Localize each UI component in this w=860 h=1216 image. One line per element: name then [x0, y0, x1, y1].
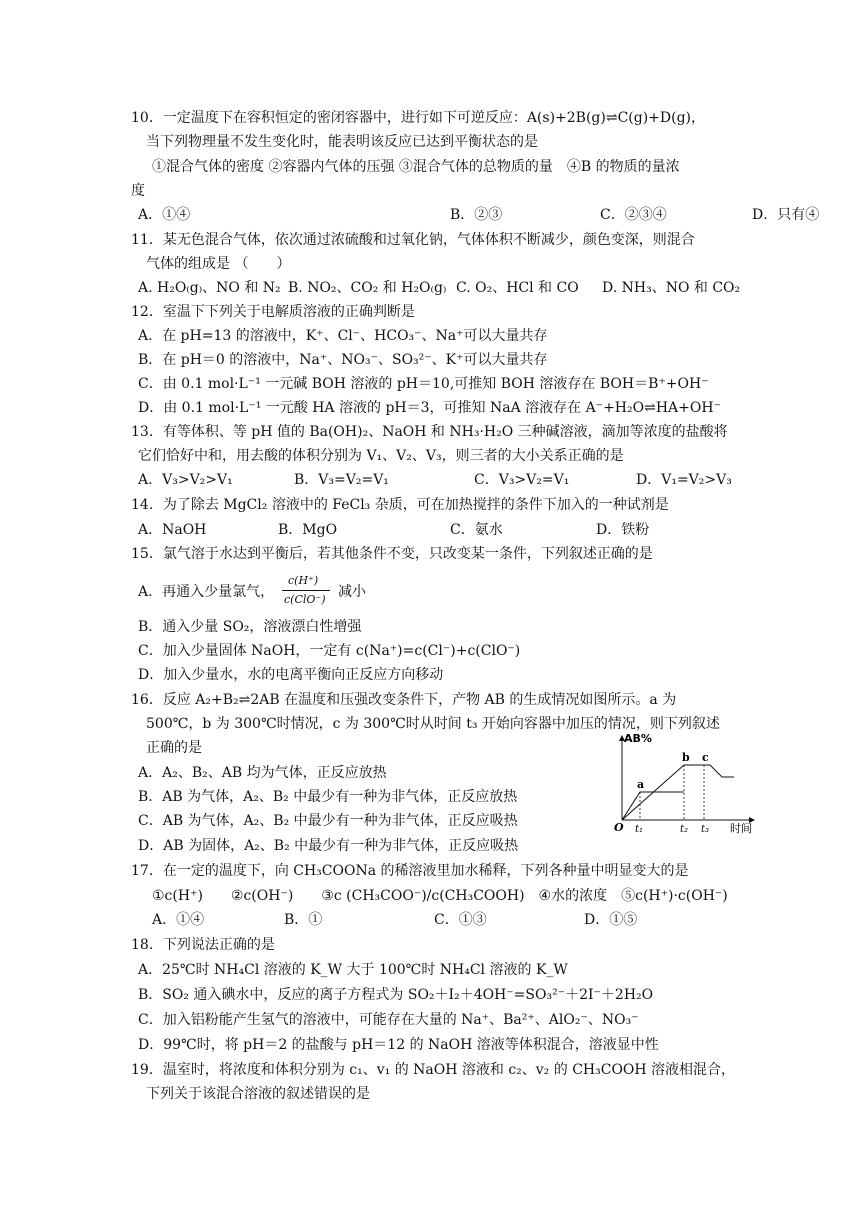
q10-stem-line2: 当下列物理量不发生变化时，能表明该反应已达到平衡状态的是 [146, 134, 538, 150]
q12-option-d: D．由 0.1 mol·L⁻¹ 一元酸 HA 溶液的 pH＝3，可推知 NaA 溶液存在 A⁻+H₂O⇌HA+OH⁻ [138, 400, 721, 416]
q10-option-c: C．②③④ [600, 207, 667, 223]
q16-option-c: C．AB 为气体，A₂、B₂ 中最少有一种为非气体，正反应吸热 [138, 813, 518, 829]
q14-options [138, 520, 838, 540]
q11-options [138, 278, 838, 298]
q14-stem: 14．为了除去 MgCl₂ 溶液中的 FeCl₃ 杂质，可在加热搅拌的条件下加入的一种试剂是 [131, 497, 669, 513]
q14-option-b: B．MgO [278, 522, 338, 538]
q10-stem-line1: 10．一定温度下在容积恒定的密闭容器中，进行如下可逆反应：A(s)+2B(g)⇌C(g)+D(g)， [131, 110, 706, 126]
graph-x-label: 时间 [730, 822, 752, 835]
graph-tick-t1: t₁ [635, 824, 644, 835]
q10-option-d: D．只有④ [752, 207, 820, 223]
q18-stem: 18．下列说法正确的是 [131, 937, 275, 953]
q16-option-b: B．AB 为气体，A₂、B₂ 中最少有一种为非气体，正反应放热 [138, 789, 518, 805]
q16-stem-line1: 16．反应 A₂+B₂⇌2AB 在温度和压强改变条件下，产物 AB 的生成情况如图所示。a 为 [131, 692, 677, 708]
graph-curve-c [704, 765, 734, 777]
q12-option-a: A．在 pH=13 的溶液中，K⁺、Cl⁻、HCO₃⁻、Na⁺可以大量共存 [138, 328, 548, 344]
q15-option-d: D．加入少量水，水的电离平衡向正反应方向移动 [138, 667, 444, 683]
q10-options [138, 205, 838, 225]
q10-option-a: A．①④ [138, 207, 191, 223]
q19-stem-line1: 19．温室时，将浓度和体积分别为 c₁、v₁ 的 NaOH 溶液和 c₂、v₂ 的 CH₃COOH 溶液相混合， [131, 1062, 736, 1078]
q15-stem: 15．氯气溶于水达到平衡后，若其他条件不变，只改变某一条件，下列叙述正确的是 [131, 546, 653, 562]
q15-option-b: B．通入少量 SO₂，溶液漂白性增强 [138, 619, 362, 635]
graph-tick-t2: t₂ [680, 824, 689, 835]
q11-option-d: D. NH₃、NO 和 CO₂ [602, 280, 741, 296]
q17-stem: 17．在一定的温度下，向 CH₃COONa 的稀溶液里加水稀释，下列各种量中明显变大的是 [131, 863, 689, 879]
q16-option-d: D．AB 为固体，A₂、B₂ 中最少有一种为非气体，正反应吸热 [138, 838, 519, 854]
q11-stem-line2: 气体的组成是 （ ） [146, 256, 291, 272]
q11-stem-line1: 11．某无色混合气体，依次通过浓硫酸和过氧化钠，气体体积不断减少，颜色变深，则混合 [131, 232, 695, 248]
q17-option-c: C．①③ [434, 912, 487, 928]
q13-option-c: C．V₃>V₂=V₁ [474, 472, 570, 488]
q16-option-a: A．A₂、B₂、AB 均为气体，正反应放热 [138, 765, 387, 781]
q15-option-a-prefix: A．再通入少量氯气， [138, 584, 275, 600]
q10-items-line2: 度 [131, 183, 145, 199]
q15-fraction-denominator: c(ClO⁻) [284, 593, 326, 606]
q14-option-c: C．氨水 [450, 522, 503, 538]
graph-tick-t3: t₃ [701, 824, 710, 835]
q14-option-d: D．铁粉 [596, 522, 650, 538]
graph-y-label: AB% [624, 732, 652, 745]
q16-stem-line3: 正确的是 [146, 740, 202, 756]
q17-option-b: B．① [284, 912, 323, 928]
q12-option-c: C．由 0.1 mol·L⁻¹ 一元碱 BOH 溶液的 pH＝10,可推知 BOH 溶液存在 BOH＝B⁺+OH⁻ [138, 376, 709, 392]
fraction-bar [282, 590, 330, 591]
q12-stem: 12．室温下下列关于电解质溶液的正确判断是 [131, 304, 415, 320]
graph-curve-a [622, 792, 684, 820]
q15-option-a-suffix: 减小 [338, 584, 366, 600]
graph-label-b: b [682, 751, 690, 764]
q17-option-a: A．①④ [152, 912, 205, 928]
q18-option-d: D．99℃时，将 pH＝2 的盐酸与 pH＝12 的 NaOH 溶液等体积混合，溶液显中性 [138, 1037, 659, 1053]
q15-fraction-numerator: c(H⁺) [288, 574, 319, 587]
q17-options [152, 910, 852, 930]
q18-option-a: A．25℃时 NH₄Cl 溶液的 K_W 大于 100℃时 NH₄Cl 溶液的 K_W [138, 962, 568, 978]
q14-option-a: A．NaOH [138, 522, 207, 538]
q19-stem-line2: 下列关于该混合溶液的叙述错误的是 [146, 1086, 370, 1102]
q11-option-a: A. H₂O₍g₎、NO 和 N₂ [138, 280, 281, 296]
q11-option-b: B. NO₂、CO₂ 和 H₂O₍g₎ [288, 280, 447, 296]
q10-option-b: B．②③ [450, 207, 503, 223]
q16-reaction-graph [604, 730, 764, 836]
q13-option-b: B．V₃=V₂=V₁ [294, 472, 389, 488]
q17-option-d: D．①⑤ [584, 912, 638, 928]
q15-option-c: C．加入少量固体 NaOH，一定有 c(Na⁺)=c(Cl⁻)+c(ClO⁻) [138, 643, 521, 659]
q13-stem-line2: 它们恰好中和，用去酸的体积分别为 V₁、V₂、V₃，则三者的大小关系正确的是 [138, 448, 624, 464]
q13-stem-line1: 13．有等体积、等 pH 值的 Ba(OH)₂、NaOH 和 NH₃·H₂O 三种碱溶液，滴加等浓度的盐酸将 [131, 424, 728, 440]
q18-option-c: C．加入铝粉能产生氢气的溶液中，可能存在大量的 Na⁺、Ba²⁺、AlO₂⁻、NO₃⁻ [138, 1012, 639, 1028]
graph-label-c: c [702, 751, 709, 764]
q15-option-a [138, 574, 468, 610]
q13-options [138, 470, 838, 490]
q18-option-b: B．SO₂ 通入碘水中，反应的离子方程式为 SO₂＋I₂＋4OH⁻=SO₃²⁻＋2I⁻＋2H₂O [138, 987, 654, 1003]
q16-stem-line2: 500℃，b 为 300℃时情况，c 为 300℃时从时间 t₃ 开始向容器中加压的情况，则下列叙述 [146, 716, 720, 732]
q17-items: ①c(H⁺) ②c(OH⁻) ③c (CH₃COO⁻)/c(CH₃COOH) ④水的浓度 ⑤c(H⁺)·c(OH⁻) [152, 888, 728, 904]
graph-origin: O [614, 821, 624, 834]
q11-option-c: C. O₂、HCl 和 CO [456, 280, 579, 296]
q13-option-a: A．V₃>V₂>V₁ [138, 472, 233, 488]
q13-option-d: D．V₁=V₂>V₃ [636, 472, 732, 488]
q10-items-line1: ①混合气体的密度 ②容器内气体的压强 ③混合气体的总物质的量 ④B 的物质的量浓 [152, 159, 680, 175]
graph-label-a: a [637, 778, 645, 791]
q12-option-b: B．在 pH＝0 的溶液中，Na⁺、NO₃⁻、SO₃²⁻、K⁺可以大量共存 [138, 352, 548, 368]
